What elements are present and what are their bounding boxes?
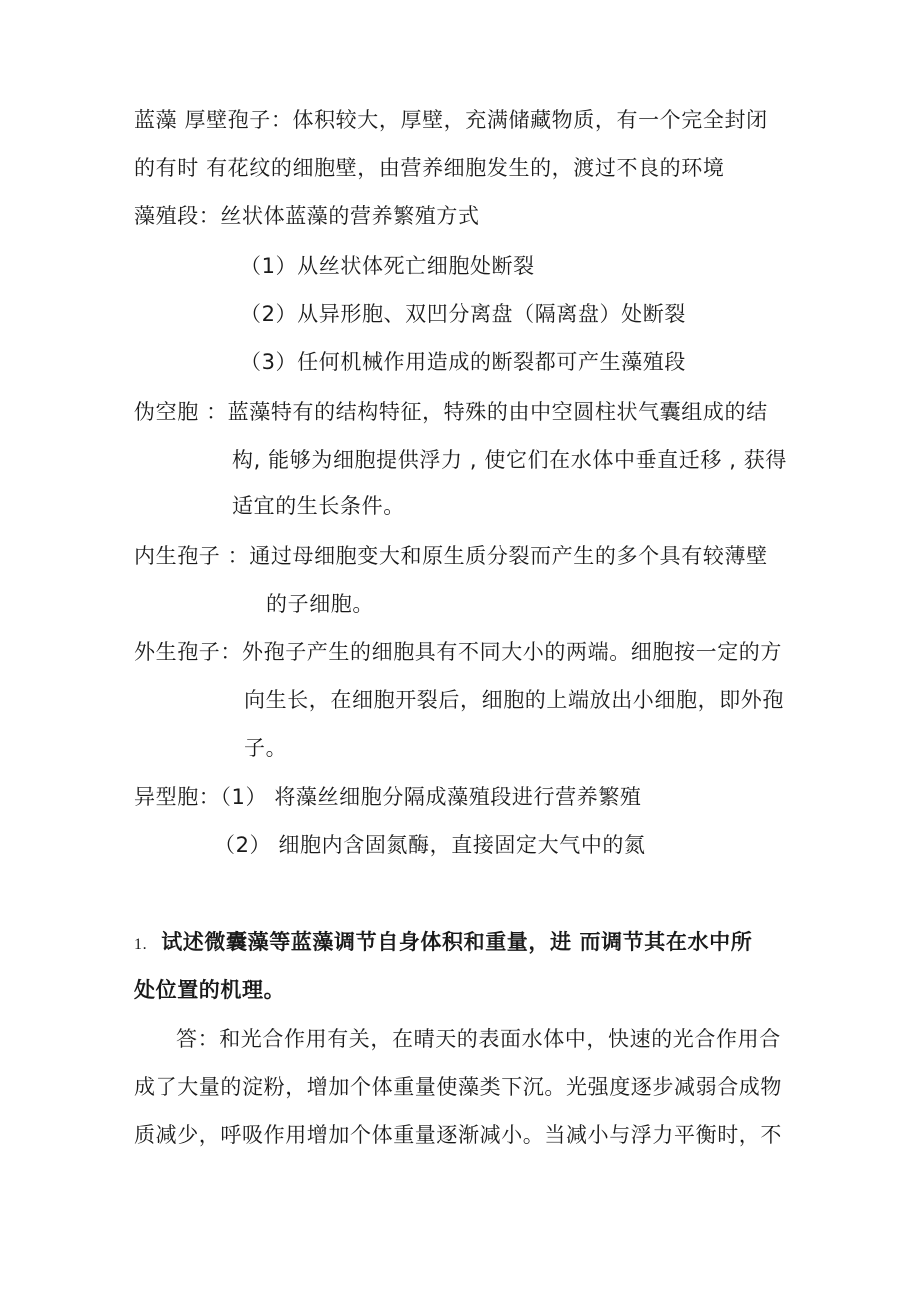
question-heading-line-1: [134, 928, 752, 959]
text-line-heterocyst-1: 异型胞：（1） 将藻丝细胞分隔成藻殖段进行营养繁殖: [134, 785, 642, 809]
text-line-hormogonium-item-1: （1）从丝状体死亡细胞处断裂: [240, 254, 535, 278]
question-heading-line-2: 处位置的机理。: [134, 978, 286, 1002]
text-line-akinete-1: 蓝藻 厚壁孢子：体积较大，厚壁，充满储藏物质，有一个完全封闭: [134, 108, 768, 132]
text-line-gas-vacuole-3: 适宜的生长条件。: [232, 494, 405, 518]
question-text: 试述微囊藻等蓝藻调节自身体积和重量，进 而调节其在水中所: [161, 930, 753, 954]
text-line-exospore-2: 向生长，在细胞开裂后，细胞的上端放出小细胞，即外孢: [244, 688, 784, 712]
text-line-endospore-1: 内生孢子 ：通过母细胞变大和原生质分裂而产生的多个具有较薄壁: [134, 544, 768, 568]
text-line-gas-vacuole-1: 伪空胞 ：蓝藻特有的结构特征，特殊的由中空圆柱状气囊组成的结: [134, 400, 768, 424]
text-line-exospore-3: 子。: [244, 736, 288, 760]
text-line-heterocyst-2: （2） 细胞内含固氮酶，直接固定大气中的氮: [214, 833, 646, 857]
text-line-gas-vacuole-2: 构, 能够为细胞提供浮力 , 使它们在水体中垂直迁移 , 获得: [232, 448, 787, 472]
question-number: 1.: [134, 936, 148, 953]
answer-line-3: 质减少，呼吸作用增加个体重量逐渐减小。当减小与浮力平衡时，不: [134, 1123, 782, 1147]
text-line-exospore-1: 外生孢子：外孢子产生的细胞具有不同大小的两端。细胞按一定的方: [134, 640, 782, 664]
text-line-hormogonium-item-3: （3）任何机械作用造成的断裂都可产生藻殖段: [240, 350, 686, 374]
answer-line-2: 成了大量的淀粉，增加个体重量使藻类下沉。光强度逐步减弱合成物: [134, 1075, 782, 1099]
answer-line-1: 答：和光合作用有关，在晴天的表面水体中，快速的光合作用合: [176, 1027, 781, 1051]
text-line-akinete-2: 的有时 有花纹的细胞壁，由营养细胞发生的，渡过不良的环境: [134, 156, 725, 180]
text-line-hormogonium-item-2: （2）从异形胞、双凹分离盘（隔离盘）处断裂: [240, 302, 686, 326]
text-line-endospore-2: 的子细胞。: [266, 592, 374, 616]
text-line-hormogonium: 藻殖段：丝状体蓝藻的营养繁殖方式: [134, 204, 480, 228]
